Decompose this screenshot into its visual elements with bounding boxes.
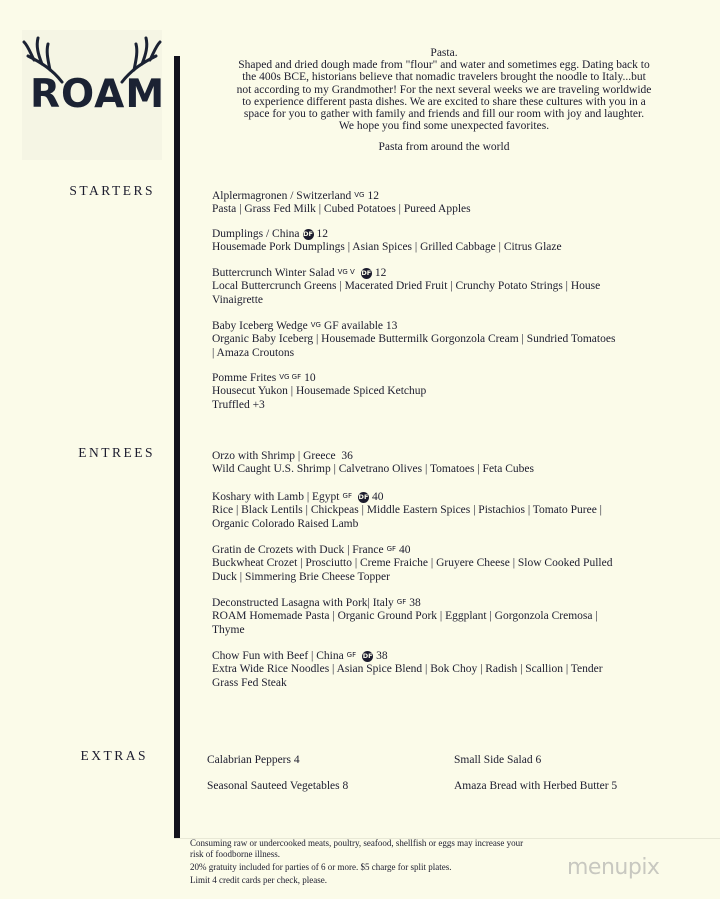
item-description-cont: Vinaigrette (212, 293, 264, 306)
dairy-free-badge: DF (303, 230, 313, 238)
item-price: 40 (371, 491, 384, 503)
item-price: 38 (376, 650, 388, 662)
item-description: Wild Caught U.S. Shrimp | Calvetrano Olives | Tomatoes | Feta Cubes (212, 463, 534, 476)
section-title-starters: STARTERS (69, 183, 155, 198)
item-price: 38 (409, 597, 421, 609)
menu-item (212, 649, 680, 690)
item-price: 12 (367, 190, 379, 202)
logo-wordmark: ROAM (30, 72, 166, 117)
watermark: menupix (567, 855, 660, 880)
menu-item (212, 596, 680, 637)
diet-tag: VG (354, 191, 365, 199)
diet-tag: GF (386, 545, 397, 553)
item-description: Housemade Pork Dumplings | Asian Spices | Grilled Cabbage | Citrus Glaze (212, 241, 562, 254)
diet-tag: VG GF (279, 373, 302, 381)
menu-item (212, 228, 680, 255)
menu-item (212, 266, 680, 307)
menu-item (212, 371, 680, 412)
item-name: Orzo with Shrimp | Greece (212, 450, 336, 462)
diet-tag: GF (396, 598, 407, 606)
item-price: 10 (304, 372, 316, 384)
item-description-cont: | Amaza Croutons (212, 346, 295, 359)
extra-item: Calabrian Peppers 4 (207, 754, 300, 766)
menu-item (212, 450, 680, 477)
footer-line: Limit 4 credit cards per check, please. (190, 874, 327, 885)
item-name: Baby Iceberg Wedge (212, 320, 308, 332)
item-description: Extra Wide Rice Noodles | Asian Spice Blend | Bok Choy | Radish | Scallion | Tender (212, 663, 603, 676)
intro-subtitle: Pasta from around the world (378, 141, 510, 153)
item-addon: Truffled +3 (212, 398, 265, 411)
footer-line: risk of foodborne illness. (190, 848, 280, 859)
footer-line: 20% gratuity included for parties of 6 or more. $5 charge for split plates. (190, 862, 452, 872)
intro-line: Shaped and dried dough made from "flour" and water and sometimes egg. Dating back to (238, 59, 650, 72)
footer-notes (190, 838, 580, 885)
item-name: Koshary with Lamb | Egypt (212, 491, 340, 503)
section-title-entrees: ENTREES (78, 445, 155, 460)
diet-tag: VG (310, 321, 321, 329)
diet-tag: VG V (337, 268, 355, 276)
diet-tag: GF (342, 492, 352, 500)
diet-tag: GF (346, 651, 357, 659)
intro-line: not according to my Grandmother! For the next several weeks we are traveling worldwide (236, 83, 652, 96)
item-description-cont: Thyme (212, 623, 245, 636)
intro-text (196, 47, 692, 132)
dairy-free-badge: DF (358, 493, 369, 501)
item-price: 40 (399, 544, 411, 556)
menu-item (212, 543, 680, 584)
intro-line: the 400s BCE, historians believe that nomadic travelers brought the noodle to Italy...but (242, 71, 646, 84)
item-description: ROAM Homemade Pasta | Organic Ground Pork | Eggplant | Gorgonzola Cremosa | (212, 610, 598, 623)
intro-line: Pasta. (430, 47, 458, 59)
menu-item (212, 319, 680, 360)
menu-item (212, 189, 680, 217)
item-price: 12 (316, 228, 329, 240)
extra-item: Amaza Bread with Herbed Butter 5 (454, 780, 618, 792)
item-description: Organic Baby Iceberg | Housemade Buttermilk Gorgonzola Cream | Sundried Tomatoes (212, 333, 616, 346)
menu-item (212, 490, 680, 531)
intro-line: space for you to gather with family and friends and fill our room with joy and laughter. (243, 108, 645, 121)
item-description: Rice | Black Lentils | Chickpeas | Middle Eastern Spices | Pistachios | Tomato Puree | (212, 504, 602, 517)
item-description-cont: Grass Fed Steak (212, 676, 287, 689)
item-description: Pasta | Grass Fed Milk | Cubed Potatoes | Pureed Apples (212, 203, 471, 216)
section-title-extras: EXTRAS (80, 748, 148, 763)
item-name: Dumplings / China (212, 228, 300, 240)
item-price: GF available 13 (323, 320, 398, 332)
item-price: 36 (341, 450, 353, 462)
item-name: Alplermagronen / Switzerland (212, 190, 352, 202)
intro-line: We hope you find some unexpected favorites. (338, 120, 550, 133)
item-price: 12 (374, 267, 387, 279)
item-name: Chow Fun with Beef | China (212, 650, 344, 662)
extra-item: Seasonal Sauteed Vegetables 8 (207, 780, 349, 792)
item-description-cont: Duck | Simmering Brie Cheese Topper (212, 570, 390, 583)
dairy-free-badge: DF (362, 652, 373, 660)
footer-line: Consuming raw or undercooked meats, poultry, seafood, shellfish or eggs may increase your (190, 838, 524, 848)
item-description: Local Buttercrunch Greens | Macerated Dried Fruit | Crunchy Potato Strings | House (212, 280, 601, 293)
intro-line: to experience different pasta dishes. We are excited to share these cultures with you in a (242, 95, 646, 108)
dairy-free-badge: DF (361, 269, 372, 277)
item-name: Deconstructed Lasagna with Pork| Italy (212, 597, 394, 609)
item-description-cont: Organic Colorado Raised Lamb (212, 517, 359, 530)
item-description: Buckwheat Crozet | Prosciutto | Creme Fraiche | Gruyere Cheese | Slow Cooked Pulled (212, 557, 613, 570)
divider-bar (174, 56, 180, 838)
extra-item: Small Side Salad 6 (454, 754, 542, 766)
item-name: Gratin de Crozets with Duck | France (212, 544, 384, 556)
item-name: Buttercrunch Winter Salad (212, 267, 335, 279)
item-name: Pomme Frites (212, 372, 277, 384)
item-description: Housecut Yukon | Housemade Spiced Ketchup (212, 385, 427, 398)
